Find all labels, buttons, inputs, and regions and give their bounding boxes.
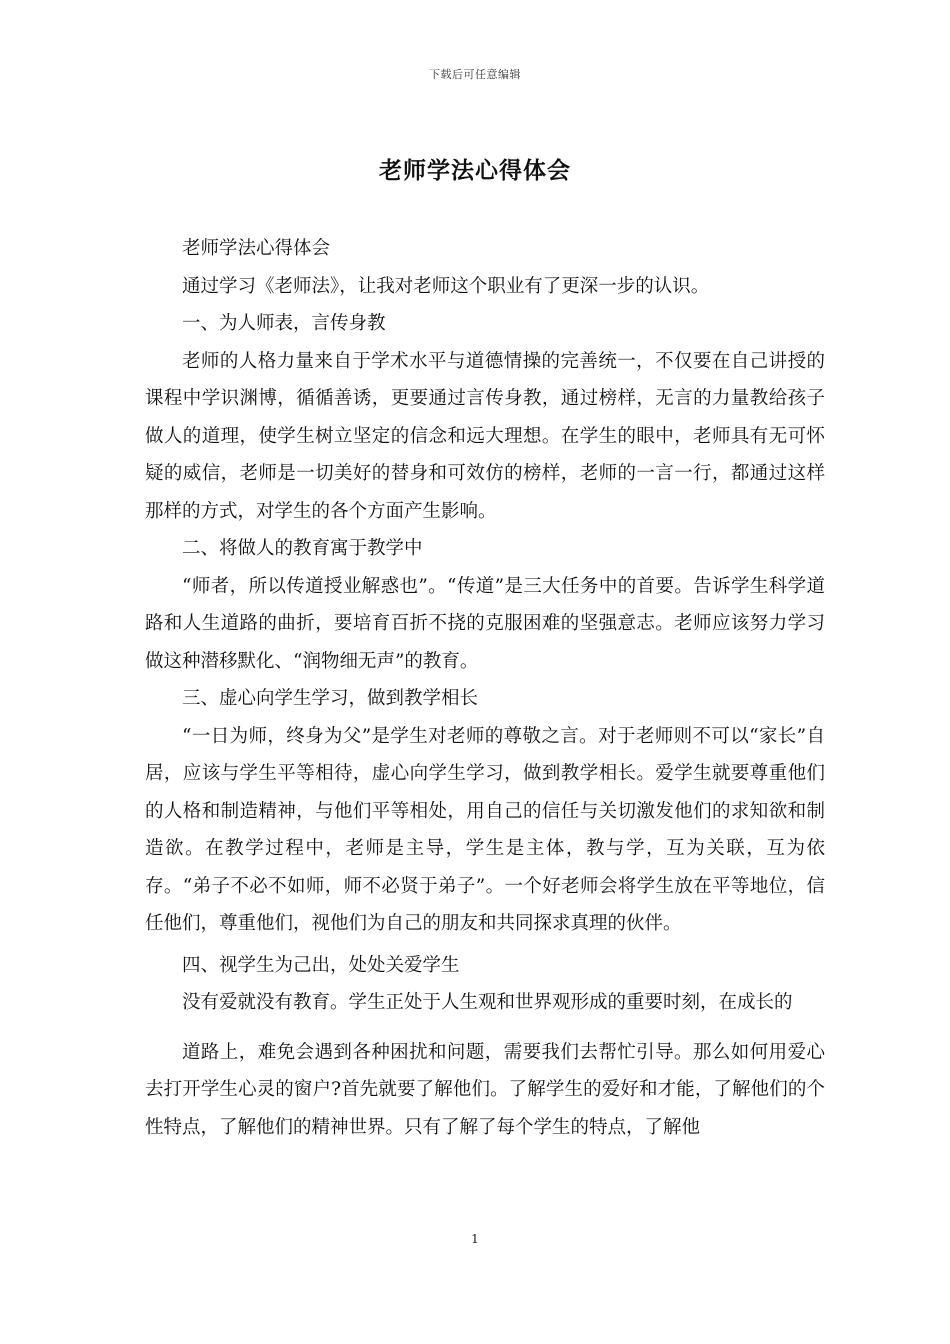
paragraph-section-2: “师者，所以传道授业解惑也”。“传道”是三大任务中的首要。告诉学生科学道路和人生道路的曲折，要培育百折不挠的克服困难的坚强意志。老师应该努力学习做这种潜移默化、“润物细无声”的教育。 (145, 575, 825, 672)
paragraph-intro: 通过学习《老师法》，让我对老师这个职业有了更深一步的认识。 (182, 275, 710, 297)
paragraph-section-4a: 没有爱就没有教育。学生正处于人生观和世界观形成的重要时刻，在成长的 (182, 992, 793, 1013)
section-heading-1: 一、为人师表，言传身教 (182, 313, 386, 334)
page-number: 1 (471, 1232, 479, 1246)
section-heading-3: 三、虚心向学生学习，做到教学相长 (182, 688, 479, 709)
document-body (145, 230, 825, 1146)
header-note: 下载后可任意编辑 (429, 68, 521, 81)
section-heading-2: 二、将做人的教育寓于教学中 (182, 538, 423, 559)
paragraph-section-1: 老师的人格力量来自于学术水平与道德情操的完善统一，不仅要在自己讲授的课程中学识渊博，循循善诱，更要通过言传身教，通过榜样，无言的力量教给孩子做人的道理，使学生树立坚定的信念和远大理想。在学生的眼中，老师具有无可怀疑的威信，老师是一切美好的替身和可效仿的榜样，老师的一言一行，都通过这样那样的方式，对学生的各个方面产生影响。 (145, 350, 825, 522)
paragraph-section-4b: 道路上，难免会遇到各种困扰和问题，需要我们去帮忙引导。那么如何用爱心去打开学生心灵的窗户?首先就要了解他们。了解学生的爱好和才能，了解他们的个性特点，了解他们的精神世界。只有了解了每个学生的特点，了解他 (145, 1041, 825, 1138)
section-heading-4: 四、视学生为己出，处处关爱学生 (182, 954, 460, 976)
paragraph-subtitle: 老师学法心得体会 (182, 238, 331, 259)
document-title: 老师学法心得体会 (379, 157, 571, 184)
paragraph-section-3: “一日为师，终身为父”是学生对老师的尊敬之言。对于老师则不可以“家长”自居，应该与学生平等相待，虚心向学生学习，做到教学相长。爱学生就要尊重他们的人格和制造精神，与他们平等相处，用自己的信任与关切激发他们的求知欲和制造欲。在教学过程中，老师是主导，学生是主体，教与学，互为关联，互为依存。“弟子不必不如师，师不必贤于弟子”。一个好老师会将学生放在平等地位，信任他们，尊重他们，视他们为自己的朋友和共同探求真理的伙伴。 (145, 725, 825, 934)
